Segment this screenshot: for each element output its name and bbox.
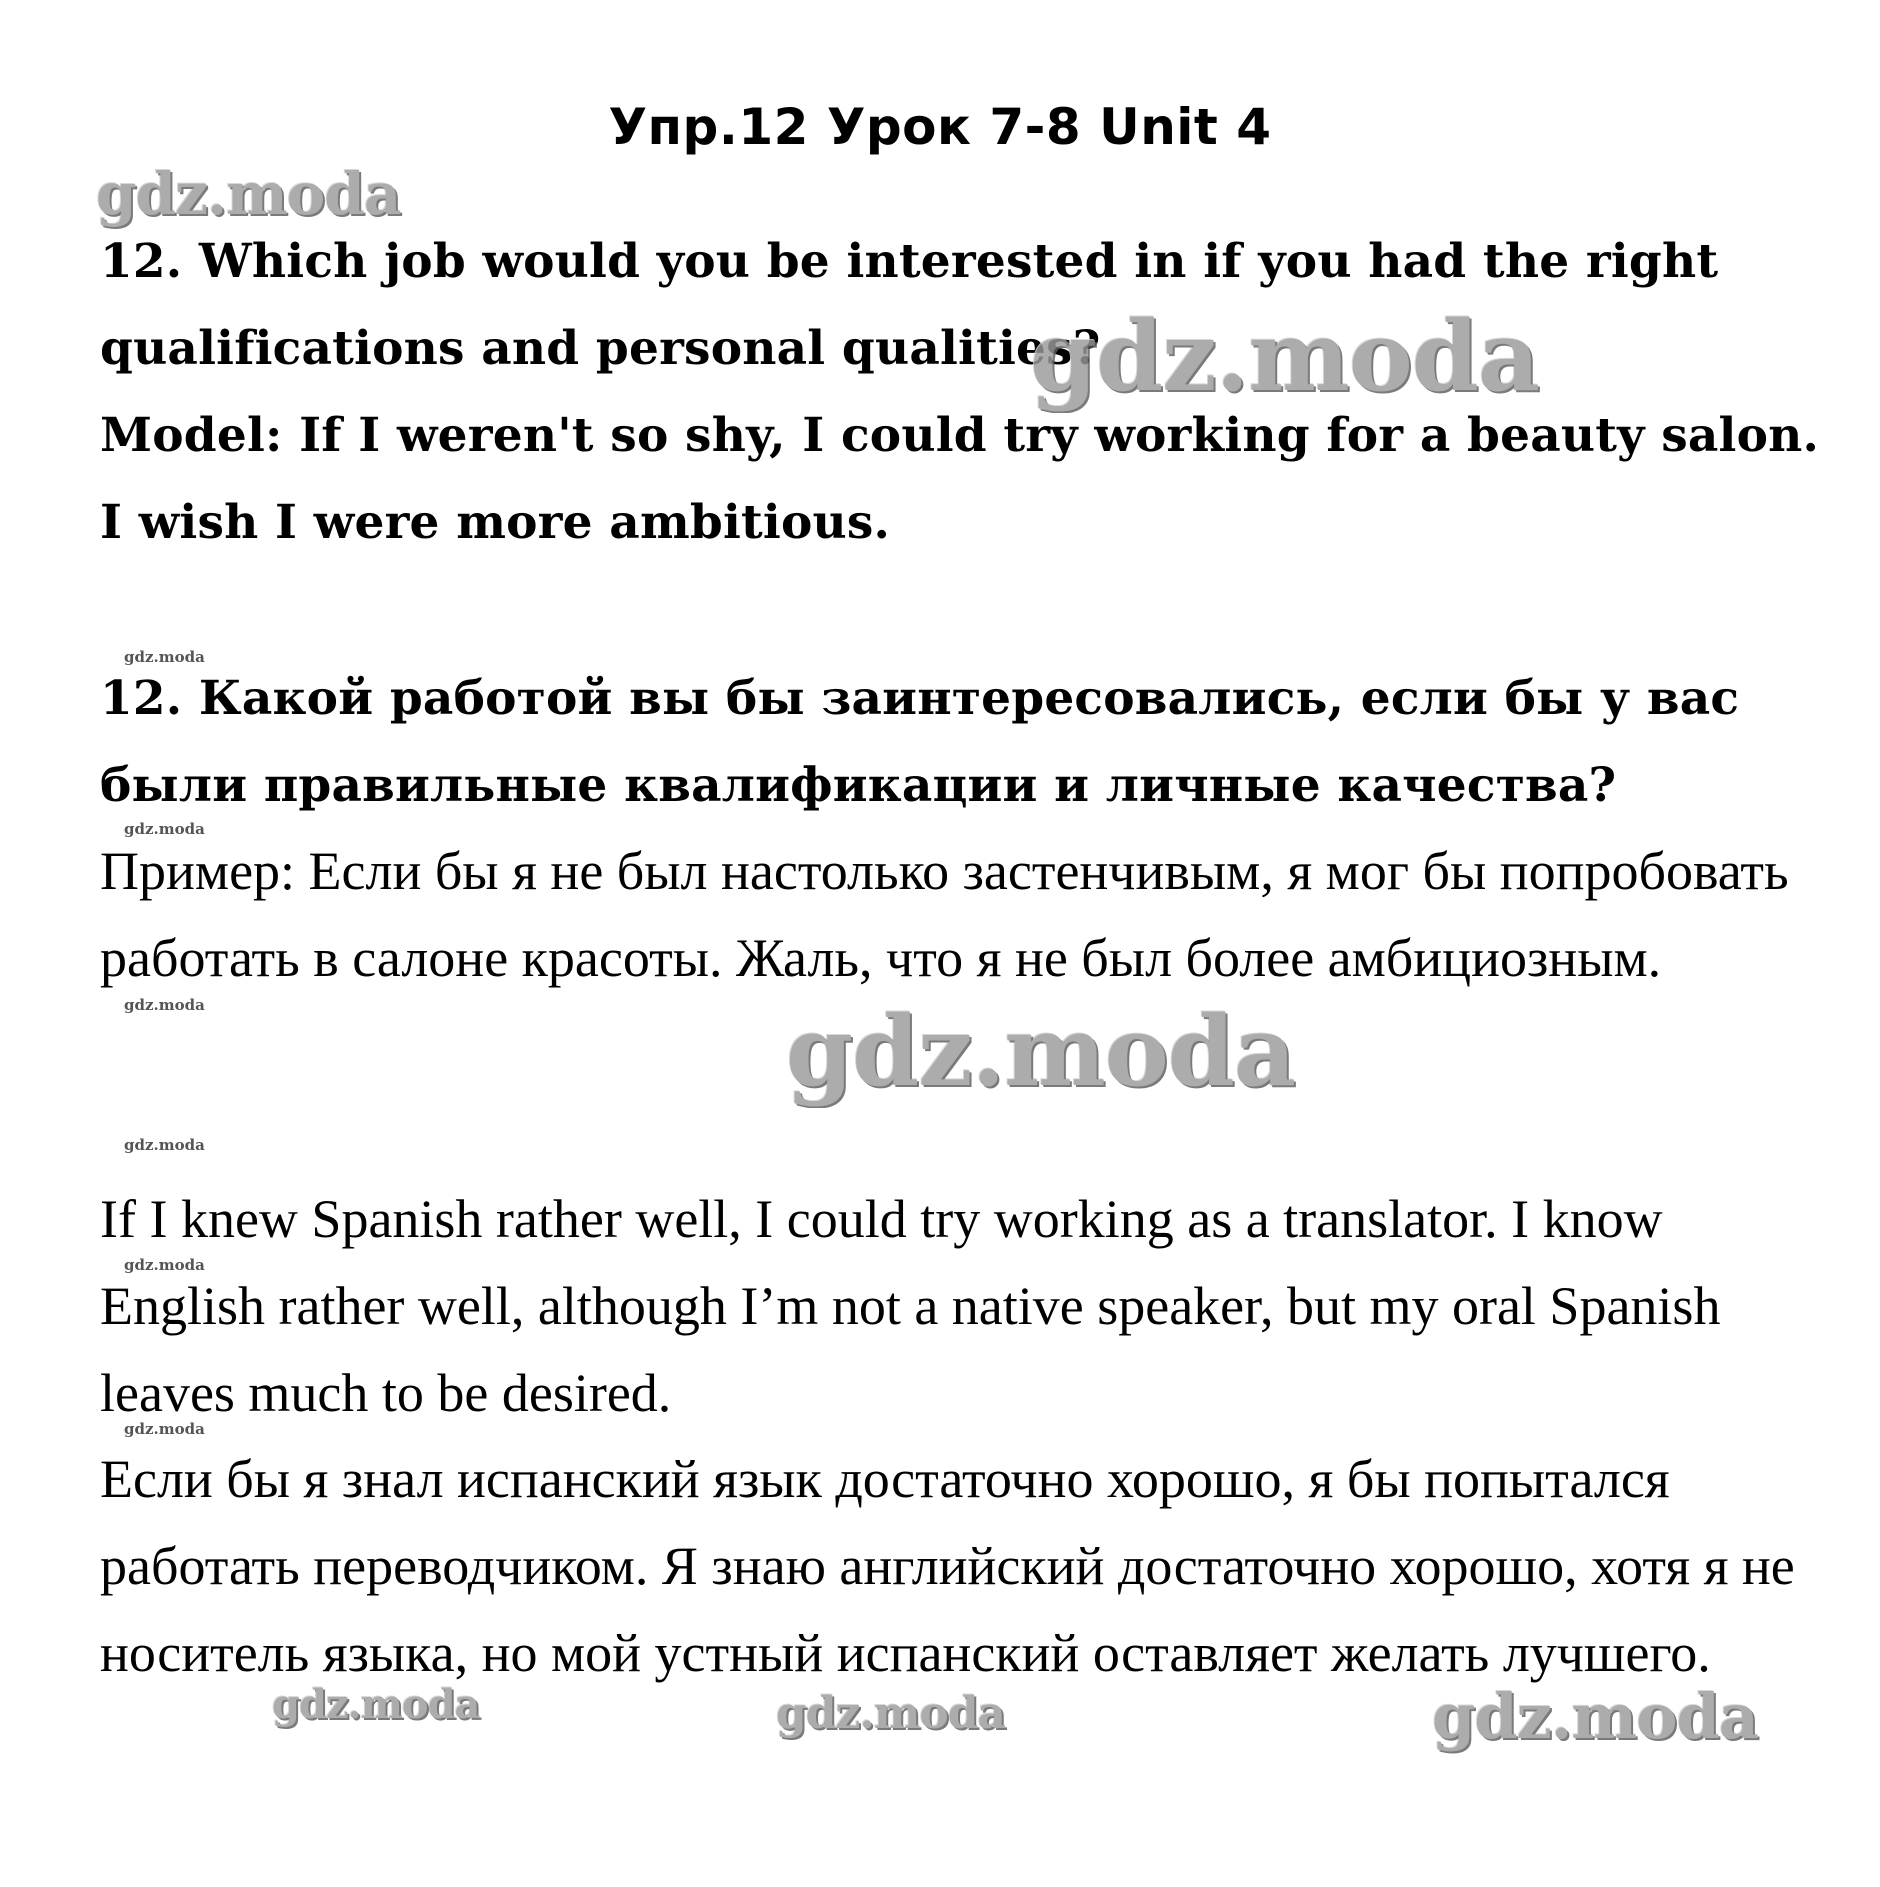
- answer-english: If I knew Spanish rather well, I could try working as a translator. I know English rather well, although I’m not a native speaker, but my oral Spanish leaves much to be desired.: [100, 1189, 1721, 1423]
- answer-russian: Если бы я знал испанский язык достаточно хорошо, я бы попытался работать переводчиком. Я знаю английский достаточно хорошо, хотя я не носитель языка, но мой устный испанский оставляет желать лучшего.: [100, 1449, 1795, 1683]
- watermark-small: gdz.moda: [124, 1256, 205, 1274]
- page-title: Упр.12 Урок 7-8 Unit 4: [608, 98, 1272, 156]
- watermark-logo: gdz.moda: [776, 1688, 1006, 1739]
- watermark-small: gdz.moda: [124, 648, 205, 666]
- watermark-small: gdz.moda: [124, 820, 205, 838]
- watermark-logo: gdz.moda: [1432, 1680, 1758, 1753]
- model-english: Model: If I weren't so shy, I could try working for a beauty salon. I wish I were more ambitious.: [100, 408, 1820, 550]
- model-russian: Пример: Если бы я не был настолько застенчивым, я мог бы попробовать работать в салоне красоты. Жаль, что я не был более амбициозным.: [100, 841, 1789, 988]
- watermark-logo: gdz.moda: [1030, 300, 1540, 413]
- watermark-logo: gdz.moda: [786, 995, 1296, 1108]
- watermark-small: gdz.moda: [124, 1136, 205, 1154]
- watermark-logo: gdz.moda: [272, 1681, 480, 1728]
- watermark-small: gdz.moda: [124, 1420, 205, 1438]
- watermark-logo: gdz.moda: [96, 160, 401, 228]
- question-english: 12. Which job would you be interested in if you had the right qualifications and personal qualities?: [100, 234, 1719, 376]
- watermark-small: gdz.moda: [124, 996, 205, 1014]
- question-russian: 12. Какой работой вы бы заинтересовались, если бы у вас были правильные квалификации и личные качества?: [100, 671, 1740, 813]
